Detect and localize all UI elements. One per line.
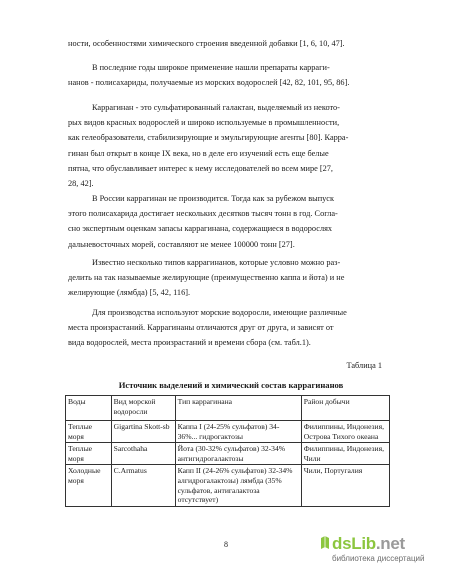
table-cell: Йота (30-32% сульфатов) 32-34% антигидрогалактозы: [175, 443, 301, 465]
watermark[interactable]: [332, 534, 442, 566]
table-cell: Филиппины, Индонезия, Острова Тихого океана: [301, 421, 389, 443]
paragraph-line: пятна, что обуславливает интерес к нему исследователей во всем мире [27,: [68, 163, 334, 173]
table-header-cell: Вид морской водоросли: [111, 396, 175, 421]
table-row: [66, 421, 390, 443]
paragraph-line: дальневосточных морей, составляют не менее 100000 тонн [27].: [68, 239, 295, 249]
table-header-cell: Воды: [66, 396, 112, 421]
page-number: 8: [224, 540, 228, 549]
paragraph-4: [68, 191, 394, 252]
paragraph-line: места произрастаний. Каррагинаны отличаются друг от друга, и зависят от: [68, 323, 334, 333]
watermark-logo: dsLib.net: [332, 534, 405, 553]
paragraph-line: Для производства используют морские водоросли, имеющие различные: [92, 308, 347, 317]
table-label: Таблица 1: [346, 361, 382, 370]
watermark-subtitle: библиотека диссертаций: [332, 554, 425, 563]
paragraph-line: гинан был открыт в конце IX века, но в деле его изучений есть еще белые: [68, 148, 329, 158]
table-cell: Каппа I (24-25% сульфатов) 34-36%... гидрогактозы: [175, 421, 301, 443]
table-header-cell: Тип каррагинана: [175, 396, 301, 421]
paragraph-5: [68, 255, 394, 301]
paragraph-line: как гелеобразователи, стабилизирующие и эмульгирующие агенты [80]. Карра-: [68, 133, 349, 143]
table-cell: Теплые моря: [66, 443, 112, 465]
table-cell: Теплые моря: [66, 421, 112, 443]
paragraph-line: рых видов красных водорослей и широко используемые в промышленности,: [68, 118, 340, 128]
paragraph-line: нанов - полисахариды, получаемые из морских водорослей [42, 82, 101, 95, 86].: [68, 78, 350, 88]
table-row: [66, 443, 390, 465]
table-cell: Чили, Португалия: [301, 465, 389, 506]
book-icon: [320, 536, 330, 550]
table-row: [66, 465, 390, 506]
paragraph-line: этого полисахарида достигает нескольких десятков тысяч тонн в год. Согла-: [68, 209, 338, 219]
paragraph-6: [68, 305, 394, 351]
paragraph-3: [68, 100, 394, 191]
table-title: Источник выделений и химический состав каррагинанов: [118, 380, 344, 390]
paragraph-line: 28, 42].: [68, 179, 94, 189]
table-cell: C.Armatus: [111, 465, 175, 506]
table-cell: Капп II (24-26% сульфатов) 32-34% алгидрогалактозы) лямбда (35% сульфатов, антигалактоза отсутствует): [175, 465, 301, 506]
paragraph-line: Известно несколько типов каррагинанов, которые условно можно раз-: [92, 258, 341, 267]
paragraph-line: сно экспертным оценкам запасы каррагинана, содержащиеся в водорослях: [68, 224, 333, 234]
paragraph-2: [68, 60, 394, 90]
paragraph-line: ности, особенностями химического строения введенной добавки [1, 6, 10, 47].: [68, 39, 345, 48]
table-cell: Sarcothaha: [111, 443, 175, 465]
data-table: [65, 395, 390, 507]
paragraph-line: делить на так называемые желирующие (преимущественно каппа и йота) и не: [68, 273, 345, 283]
paragraph-line: вида водорослей, места произрастаний и времени сбора (см. табл.1).: [68, 338, 311, 348]
table-cell: Филиппины, Индонезия, Чили: [301, 443, 389, 465]
table-cell: Холодные моря: [66, 465, 112, 506]
paragraph-line: желирующие (лямбда) [5, 42, 116].: [68, 288, 191, 298]
table-header-row: [66, 396, 390, 421]
table-header-cell: Район добычи: [301, 396, 389, 421]
paragraph-line: Каррагинан - это сульфатированный галактан, выделяемый из некото-: [92, 103, 340, 112]
paragraph-line: В последние годы широкое применение нашли препараты карраги-: [92, 63, 330, 72]
table-cell: Gigartina Skott-sb: [111, 421, 175, 443]
paragraph-1: [68, 36, 394, 51]
paragraph-line: В России каррагинан не производится. Тогда как за рубежом выпуск: [92, 194, 334, 203]
